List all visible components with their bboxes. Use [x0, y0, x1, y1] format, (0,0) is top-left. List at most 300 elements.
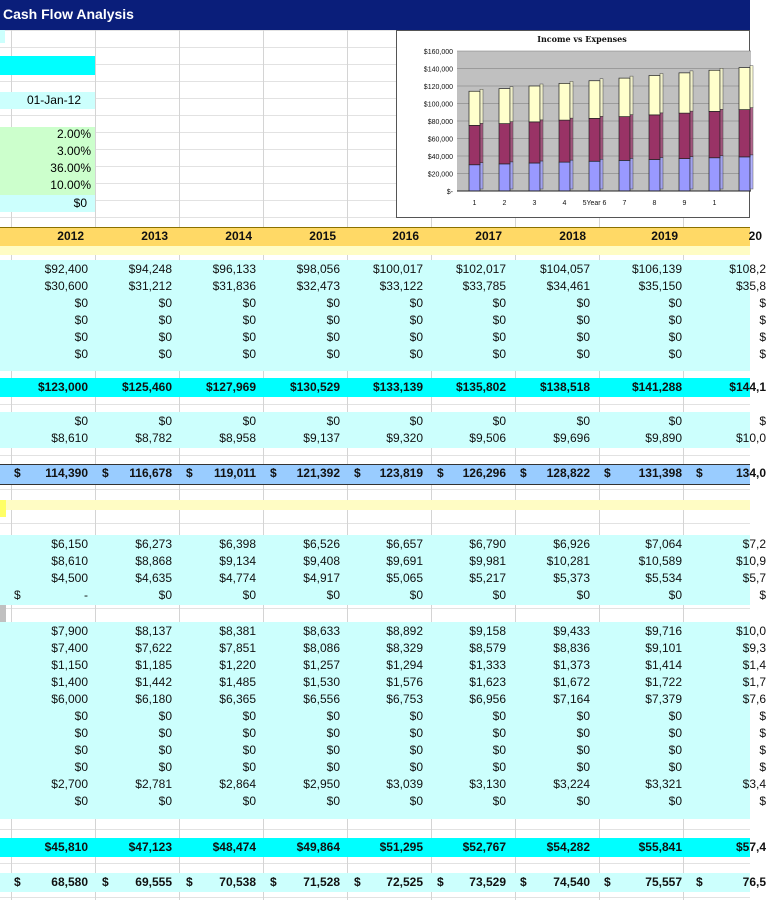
expense-cell[interactable]: $8,868 — [135, 554, 172, 568]
expense-cell[interactable]: $0 — [492, 588, 506, 602]
expense-cell[interactable]: $1,7 — [742, 675, 766, 689]
bar-segment — [469, 125, 480, 164]
currency-symbol: $ — [604, 466, 611, 480]
gross-income-cell[interactable]: $141,288 — [631, 380, 682, 394]
expense-cell[interactable]: $0 — [74, 743, 88, 757]
income-cell[interactable]: $0 — [242, 296, 256, 310]
income-cell[interactable]: $0 — [492, 296, 506, 310]
income-cell[interactable]: $0 — [409, 313, 423, 327]
gross-income-cell[interactable]: $123,000 — [37, 380, 88, 394]
expense-cell[interactable]: $7,379 — [645, 692, 682, 706]
expense-cell[interactable]: $ — [759, 726, 766, 740]
vacancy-cell[interactable]: $9,506 — [469, 431, 506, 445]
income-cell[interactable]: $34,461 — [546, 279, 590, 293]
expense-cell[interactable]: $4,500 — [51, 571, 88, 585]
income-cell[interactable]: $0 — [576, 347, 590, 361]
operating-income-cell[interactable]: 119,011 — [213, 466, 256, 480]
gross-income-cell[interactable]: $138,518 — [539, 380, 590, 394]
expense-cell[interactable]: $9,691 — [386, 554, 423, 568]
header-gap — [0, 246, 750, 255]
bar-segment-side — [750, 108, 753, 155]
expense-cell[interactable]: $0 — [409, 709, 423, 723]
expense-cell[interactable]: $0 — [409, 794, 423, 808]
expense-cell[interactable]: $ — [759, 588, 766, 602]
income-cell[interactable]: $0 — [668, 296, 682, 310]
income-cell[interactable]: $ — [759, 347, 766, 361]
expense-cell[interactable]: $10,0 — [735, 624, 766, 638]
expense-cell[interactable]: $0 — [242, 794, 256, 808]
vacancy-cell[interactable]: $9,696 — [553, 431, 590, 445]
expense-cell[interactable]: $2,950 — [303, 777, 340, 791]
expense-cell[interactable]: $3,224 — [553, 777, 590, 791]
income-cell[interactable]: $0 — [668, 347, 682, 361]
vacancy-cell[interactable]: $8,610 — [51, 431, 88, 445]
expense-cell[interactable]: $0 — [242, 709, 256, 723]
expense-cell[interactable]: $0 — [492, 726, 506, 740]
income-cell[interactable]: $0 — [326, 313, 340, 327]
rate-cell[interactable]: 10.00% — [50, 178, 91, 192]
income-cell[interactable]: $30,600 — [44, 279, 88, 293]
total-expenses-cell[interactable]: $49,864 — [296, 840, 340, 854]
total-expenses-cell[interactable]: $45,810 — [44, 840, 88, 854]
expense-cell[interactable]: $7,064 — [645, 537, 682, 551]
expense-cell[interactable]: $9,3 — [742, 641, 766, 655]
expense-cell[interactable]: $1,185 — [135, 658, 172, 672]
expense-cell[interactable]: $0 — [576, 709, 590, 723]
currency-symbol: $ — [102, 875, 109, 889]
expense-cell[interactable]: $0 — [576, 588, 590, 602]
expense-cell[interactable]: $10,589 — [638, 554, 682, 568]
bar-segment-side — [600, 79, 603, 117]
expense-cell[interactable]: $9,981 — [469, 554, 506, 568]
year-header[interactable]: 2016 — [392, 229, 419, 243]
net-income-cell[interactable]: 69,555 — [135, 875, 172, 889]
expense-cell[interactable]: $1,414 — [645, 658, 682, 672]
income-cell[interactable]: $102,017 — [455, 262, 506, 276]
expense-cell[interactable]: $4,774 — [219, 571, 256, 585]
income-cell[interactable]: $92,400 — [44, 262, 88, 276]
currency-symbol: $ — [186, 466, 193, 480]
y-tick-label: $80,000 — [427, 119, 453, 126]
expense-cell[interactable]: $0 — [158, 760, 172, 774]
income-cell[interactable]: $31,836 — [212, 279, 256, 293]
vacancy-cell[interactable]: $0 — [492, 414, 506, 428]
bar-segment-side — [630, 158, 633, 189]
income-cell[interactable]: $0 — [74, 347, 88, 361]
expense-cell[interactable]: $6,790 — [469, 537, 506, 551]
expense-cell[interactable]: $ — [759, 743, 766, 757]
bar-segment-side — [660, 113, 663, 158]
expense-cell[interactable]: $9,408 — [303, 554, 340, 568]
income-cell[interactable]: $0 — [409, 330, 423, 344]
expense-cell[interactable]: $0 — [326, 588, 340, 602]
income-cell[interactable]: $0 — [326, 330, 340, 344]
income-cell[interactable]: $0 — [242, 313, 256, 327]
income-cell[interactable]: $0 — [242, 330, 256, 344]
vacancy-cell[interactable]: $10,0 — [735, 431, 766, 445]
expense-cell[interactable]: $8,329 — [386, 641, 423, 655]
gross-income-cell[interactable]: $144,1 — [729, 380, 766, 394]
expense-cell[interactable]: $8,579 — [469, 641, 506, 655]
expense-cell[interactable]: $0 — [158, 709, 172, 723]
net-income-cell[interactable]: 70,538 — [219, 875, 256, 889]
income-cell[interactable]: $0 — [158, 313, 172, 327]
income-cell[interactable]: $0 — [74, 296, 88, 310]
cell-stub[interactable] — [0, 30, 5, 43]
year-header[interactable]: 2018 — [559, 229, 586, 243]
total-expenses-cell[interactable]: $55,841 — [638, 840, 682, 854]
expense-cell[interactable]: $1,333 — [469, 658, 506, 672]
income-cell[interactable]: $0 — [326, 347, 340, 361]
y-tick-label: $60,000 — [427, 136, 453, 144]
expense-cell[interactable]: $5,534 — [645, 571, 682, 585]
vacancy-cell[interactable]: $0 — [326, 414, 340, 428]
expense-cell[interactable]: - — [84, 588, 88, 602]
total-expenses-cell[interactable]: $48,474 — [212, 840, 256, 854]
expense-cell[interactable]: $0 — [242, 760, 256, 774]
expense-cell[interactable]: $2,781 — [135, 777, 172, 791]
income-cell[interactable]: $94,248 — [128, 262, 172, 276]
currency-symbol: $ — [696, 875, 703, 889]
x-tick-label: 8 — [652, 200, 657, 207]
bar-segment-side — [750, 155, 753, 189]
expense-cell[interactable]: $0 — [409, 743, 423, 757]
income-cell[interactable]: $0 — [409, 296, 423, 310]
bar-segment — [499, 89, 510, 124]
year-header[interactable]: 20 — [748, 229, 762, 243]
expense-cell[interactable]: $7,900 — [51, 624, 88, 638]
initial-value-cell[interactable]: $0 — [0, 195, 95, 212]
vacancy-cell[interactable]: $9,320 — [386, 431, 423, 445]
operating-income-cell[interactable]: 114,390 — [45, 466, 88, 480]
expense-cell[interactable]: $0 — [158, 726, 172, 740]
total-expenses-cell[interactable]: $51,295 — [379, 840, 423, 854]
expense-cell[interactable]: $0 — [326, 709, 340, 723]
expense-cell[interactable]: $1,485 — [219, 675, 256, 689]
gross-income-cell[interactable]: $125,460 — [121, 380, 172, 394]
expense-cell[interactable]: $9,716 — [645, 624, 682, 638]
expense-cell[interactable]: $6,556 — [303, 692, 340, 706]
expense-cell[interactable]: $2,864 — [219, 777, 256, 791]
expense-cell[interactable]: $6,180 — [135, 692, 172, 706]
bar-segment — [619, 117, 630, 161]
vacancy-cell[interactable]: $0 — [74, 414, 88, 428]
currency-symbol: $ — [437, 875, 444, 889]
vacancy-cell[interactable]: $ — [759, 414, 766, 428]
income-cell[interactable]: $31,212 — [128, 279, 172, 293]
income-cell[interactable]: $35,8 — [735, 279, 766, 293]
expense-cell[interactable]: $0 — [668, 794, 682, 808]
operating-income-cell[interactable]: 131,398 — [638, 466, 682, 480]
income-cell[interactable]: $ — [759, 313, 766, 327]
expense-cell[interactable]: $9,101 — [645, 641, 682, 655]
expense-cell[interactable]: $1,150 — [51, 658, 88, 672]
income-cell[interactable]: $98,056 — [296, 262, 340, 276]
operating-income-cell[interactable]: 121,392 — [296, 466, 340, 480]
income-cell[interactable]: $0 — [74, 330, 88, 344]
expense-cell[interactable]: $6,657 — [386, 537, 423, 551]
expense-cell[interactable]: $9,134 — [219, 554, 256, 568]
expense-cell[interactable]: $0 — [158, 588, 172, 602]
income-cell[interactable]: $0 — [158, 347, 172, 361]
income-cell[interactable]: $0 — [668, 313, 682, 327]
gross-income-cell[interactable]: $130,529 — [289, 380, 340, 394]
income-cell[interactable]: $104,057 — [539, 262, 590, 276]
expense-cell[interactable]: $8,892 — [386, 624, 423, 638]
rate-cell[interactable]: 3.00% — [56, 144, 91, 158]
gross-income-cell[interactable]: $135,802 — [455, 380, 506, 394]
income-cell[interactable]: $0 — [326, 296, 340, 310]
net-income-cell[interactable]: 71,528 — [303, 875, 340, 889]
income-cell[interactable]: $32,473 — [296, 279, 340, 293]
expense-cell[interactable]: $6,956 — [469, 692, 506, 706]
chart-svg — [397, 31, 751, 219]
expense-cell[interactable]: $0 — [242, 743, 256, 757]
expense-cell[interactable]: $3,321 — [645, 777, 682, 791]
income-cell[interactable]: $0 — [74, 313, 88, 327]
year-header[interactable]: 2015 — [309, 229, 336, 243]
income-cell[interactable]: $0 — [576, 330, 590, 344]
expense-cell[interactable]: $6,398 — [219, 537, 256, 551]
vacancy-cell[interactable]: $9,890 — [645, 431, 682, 445]
bar-segment — [649, 76, 660, 115]
expense-cell[interactable]: $0 — [326, 726, 340, 740]
net-income-cell[interactable]: 73,529 — [469, 875, 506, 889]
currency-symbol: $ — [102, 466, 109, 480]
vacancy-cell[interactable]: $8,958 — [219, 431, 256, 445]
operating-income-cell[interactable]: 123,819 — [379, 466, 423, 480]
expense-cell[interactable]: $1,530 — [303, 675, 340, 689]
expense-cell[interactable]: $10,9 — [735, 554, 766, 568]
expense-cell[interactable]: $8,381 — [219, 624, 256, 638]
operating-income-cell[interactable]: 128,822 — [546, 466, 590, 480]
vacancy-cell[interactable]: $0 — [409, 414, 423, 428]
expense-cell[interactable]: $5,373 — [553, 571, 590, 585]
expense-cell[interactable]: $0 — [74, 709, 88, 723]
income-cell[interactable]: $ — [759, 296, 766, 310]
vacancy-cell[interactable]: $8,782 — [135, 431, 172, 445]
y-tick-label: $120,000 — [423, 84, 453, 91]
expense-cell[interactable]: $1,400 — [51, 675, 88, 689]
vacancy-cell[interactable]: $9,137 — [303, 431, 340, 445]
bar-segment — [649, 115, 660, 160]
income-cell[interactable]: $0 — [668, 330, 682, 344]
expense-cell[interactable]: $0 — [668, 588, 682, 602]
expense-cell[interactable]: $0 — [492, 709, 506, 723]
expense-cell[interactable]: $8,610 — [51, 554, 88, 568]
expense-cell[interactable]: $0 — [74, 726, 88, 740]
expense-cell[interactable]: $8,137 — [135, 624, 172, 638]
bar-segment — [649, 160, 660, 192]
input-cell-highlight[interactable] — [0, 56, 95, 75]
expense-cell[interactable]: $3,039 — [386, 777, 423, 791]
expense-cell[interactable]: $7,6 — [742, 692, 766, 706]
income-cell[interactable]: $0 — [492, 347, 506, 361]
expense-cell[interactable]: $0 — [668, 709, 682, 723]
rate-cell[interactable]: 2.00% — [56, 127, 91, 141]
expense-cell[interactable]: $1,294 — [386, 658, 423, 672]
income-cell[interactable]: $0 — [158, 330, 172, 344]
operating-income-cell[interactable]: 116,678 — [129, 466, 172, 480]
expense-cell[interactable]: $9,433 — [553, 624, 590, 638]
net-income-cell[interactable]: 74,540 — [553, 875, 590, 889]
year-header[interactable]: 2013 — [141, 229, 168, 243]
x-tick-label: 5Year 6 — [582, 200, 607, 207]
currency-symbol: $ — [696, 466, 703, 480]
bar-segment-side — [510, 122, 513, 162]
expense-cell[interactable]: $7,400 — [51, 641, 88, 655]
expense-cell[interactable]: $ — [759, 760, 766, 774]
expense-cell[interactable]: $0 — [576, 794, 590, 808]
expense-cell[interactable]: $6,150 — [51, 537, 88, 551]
expense-cell[interactable]: $0 — [158, 743, 172, 757]
income-cell[interactable]: $96,133 — [212, 262, 256, 276]
expense-cell[interactable]: $0 — [409, 588, 423, 602]
expense-cell[interactable]: $ — [759, 709, 766, 723]
net-income-cell[interactable]: 76,5 — [742, 875, 766, 889]
expense-cell[interactable]: $1,4 — [742, 658, 766, 672]
expense-cell[interactable]: $1,220 — [219, 658, 256, 672]
expense-cell[interactable]: $5,7 — [742, 571, 766, 585]
gross-income-cell[interactable]: $133,139 — [372, 380, 423, 394]
expense-cell[interactable]: $5,217 — [469, 571, 506, 585]
income-cell[interactable]: $0 — [492, 313, 506, 327]
operating-income-cell[interactable]: 134,0 — [735, 466, 766, 480]
bar-segment — [589, 118, 600, 161]
vacancy-block — [0, 412, 750, 448]
expense-cell[interactable]: $0 — [326, 760, 340, 774]
expense-cell[interactable]: $3,130 — [469, 777, 506, 791]
income-cell[interactable]: $0 — [576, 296, 590, 310]
expense-cell[interactable]: $0 — [326, 743, 340, 757]
expense-cell[interactable]: $1,257 — [303, 658, 340, 672]
currency-symbol: $ — [354, 875, 361, 889]
total-expenses-cell[interactable]: $52,767 — [462, 840, 506, 854]
expense-cell[interactable]: $8,836 — [553, 641, 590, 655]
spreadsheet-grid[interactable] — [0, 30, 766, 900]
expense-cell[interactable]: $7,851 — [219, 641, 256, 655]
expense-cell[interactable]: $0 — [242, 588, 256, 602]
expense-cell[interactable]: $10,281 — [546, 554, 590, 568]
y-tick-label: $140,000 — [423, 66, 453, 74]
bar-segment-side — [540, 120, 543, 161]
vacancy-cell[interactable]: $0 — [242, 414, 256, 428]
expense-cell[interactable]: $6,365 — [219, 692, 256, 706]
expense-cell[interactable]: $0 — [668, 726, 682, 740]
y-tick-label: $160,000 — [423, 49, 453, 56]
expense-cell[interactable]: $1,722 — [645, 675, 682, 689]
net-income-cell[interactable]: 72,525 — [386, 875, 423, 889]
year-header[interactable]: 2019 — [651, 229, 678, 243]
income-cell[interactable]: $0 — [158, 296, 172, 310]
year-header[interactable]: 2014 — [225, 229, 252, 243]
vacancy-cell[interactable]: $0 — [158, 414, 172, 428]
income-cell[interactable]: $100,017 — [372, 262, 423, 276]
expense-cell[interactable]: $0 — [576, 760, 590, 774]
expense-cell[interactable]: $6,273 — [135, 537, 172, 551]
expense-cell[interactable]: $0 — [576, 726, 590, 740]
expense-cell[interactable]: $1,373 — [553, 658, 590, 672]
x-tick-label: 2 — [502, 200, 507, 207]
net-income-cell[interactable]: 75,557 — [645, 875, 682, 889]
expense-cell[interactable]: $7,622 — [135, 641, 172, 655]
expense-cell[interactable]: $6,926 — [553, 537, 590, 551]
income-cell[interactable]: $108,2 — [729, 262, 766, 276]
operating-income-cell[interactable]: 126,296 — [462, 466, 506, 480]
income-cell[interactable]: $0 — [242, 347, 256, 361]
income-cell[interactable]: $0 — [409, 347, 423, 361]
total-expenses-cell[interactable]: $54,282 — [546, 840, 590, 854]
expense-cell[interactable]: $2,700 — [51, 777, 88, 791]
expense-cell[interactable]: $3,4 — [742, 777, 766, 791]
expense-cell[interactable]: $0 — [74, 794, 88, 808]
expense-cell[interactable]: $0 — [409, 726, 423, 740]
year-header[interactable]: 2012 — [57, 229, 84, 243]
bar-segment — [619, 160, 630, 191]
expense-cell[interactable]: $7,2 — [742, 537, 766, 551]
income-cell[interactable]: $33,785 — [462, 279, 506, 293]
expense-cell[interactable]: $1,672 — [553, 675, 590, 689]
income-cell[interactable]: $0 — [576, 313, 590, 327]
year-header[interactable]: 2017 — [475, 229, 502, 243]
expense-cell[interactable]: $1,442 — [135, 675, 172, 689]
expense-cell[interactable]: $0 — [668, 760, 682, 774]
rate-cell[interactable]: 36.00% — [50, 161, 91, 175]
expense-cell[interactable]: $5,065 — [386, 571, 423, 585]
expense-cell[interactable]: $0 — [668, 743, 682, 757]
income-cell[interactable]: $106,139 — [631, 262, 682, 276]
expense-cell[interactable]: $4,635 — [135, 571, 172, 585]
vacancy-cell[interactable]: $0 — [576, 414, 590, 428]
expense-cell[interactable]: $8,633 — [303, 624, 340, 638]
income-cell[interactable]: $ — [759, 330, 766, 344]
expense-cell[interactable]: $0 — [409, 760, 423, 774]
expense-cell[interactable]: $0 — [242, 726, 256, 740]
expense-cell[interactable]: $0 — [158, 794, 172, 808]
expense-cell[interactable]: $1,576 — [386, 675, 423, 689]
expense-cell[interactable]: $7,164 — [553, 692, 590, 706]
expense-cell[interactable]: $0 — [492, 743, 506, 757]
expense-cell[interactable]: $6,526 — [303, 537, 340, 551]
expense-cell[interactable]: $1,623 — [469, 675, 506, 689]
expense-cell[interactable]: $ — [759, 794, 766, 808]
income-cell[interactable]: $35,150 — [638, 279, 682, 293]
start-date-cell[interactable]: 01-Jan-12 — [0, 92, 95, 109]
expense-cell[interactable]: $0 — [492, 760, 506, 774]
total-expenses-cell[interactable]: $47,123 — [128, 840, 172, 854]
expense-cell[interactable]: $0 — [492, 794, 506, 808]
expense-cell[interactable]: $6,000 — [51, 692, 88, 706]
expense-cell[interactable]: $0 — [74, 760, 88, 774]
gross-income-cell[interactable]: $127,969 — [205, 380, 256, 394]
expense-cell[interactable]: $4,917 — [303, 571, 340, 585]
expense-cell[interactable]: $9,158 — [469, 624, 506, 638]
vacancy-cell[interactable]: $0 — [668, 414, 682, 428]
expense-cell[interactable]: $0 — [326, 794, 340, 808]
net-income-cell[interactable]: 68,580 — [51, 875, 88, 889]
expense-cell[interactable]: $0 — [576, 743, 590, 757]
bar-segment — [709, 158, 720, 191]
income-expense-chart[interactable] — [396, 30, 750, 218]
total-expenses-cell[interactable]: $57,4 — [735, 840, 766, 854]
expense-cell[interactable]: $8,086 — [303, 641, 340, 655]
income-cell[interactable]: $0 — [492, 330, 506, 344]
income-cell[interactable]: $33,122 — [379, 279, 423, 293]
bar-segment — [559, 120, 570, 162]
currency-symbol: $ — [14, 466, 21, 480]
expense-cell[interactable]: $6,753 — [386, 692, 423, 706]
bar-segment-side — [540, 161, 543, 189]
